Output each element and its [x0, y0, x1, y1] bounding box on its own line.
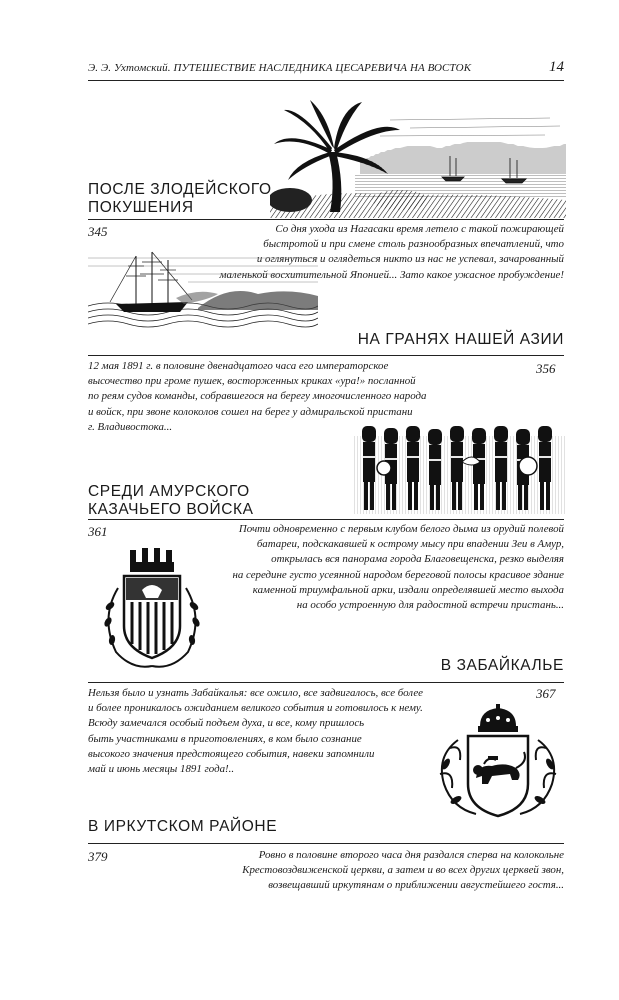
- heading-line: В ИРКУТСКОМ РАЙОНЕ: [88, 818, 278, 835]
- running-head: [88, 60, 564, 81]
- excerpt-line: высочество при громе пушек, восторженных криках «ура!» посланной: [88, 375, 416, 388]
- section-excerpt: [180, 522, 564, 613]
- excerpt-line: Со дня ухода из Нагасаки время летело с такой пожирающей: [275, 223, 564, 235]
- section-divider: [88, 682, 564, 683]
- excerpt-line: на особо устроенную для радостной встречи пристань...: [296, 599, 564, 612]
- excerpt-line: Всюду замечался особый подъем духа, и все, кому пришлось: [88, 717, 365, 730]
- excerpt-line: маленькой восхитительной Японией... Зато какое ужасное пробуждение!: [219, 268, 564, 281]
- page-reference: 367: [536, 686, 556, 701]
- amur-coat-of-arms: [96, 548, 208, 674]
- section-divider: [88, 219, 564, 220]
- heading-line: ПОКУШЕНИЯ: [88, 199, 194, 216]
- heading-line: ПОСЛЕ ЗЛОДЕЙСКОГО: [88, 181, 272, 198]
- section-divider: [88, 519, 564, 520]
- excerpt-line: по реям судов команды, собравшегося на берегу многочисленного народа: [88, 390, 427, 403]
- heading-line: НА ГРАНЯХ НАШЕЙ АЗИИ: [357, 331, 564, 348]
- excerpt-line: май и июнь месяцы 1891 года!..: [88, 763, 235, 776]
- excerpt-line: Крестовоздвиженской церкви, а затем и во всех других церквей звон,: [242, 864, 564, 877]
- palm-harbor-engraving: [270, 100, 566, 218]
- running-title: Э. Э. Ухтомский. ПУТЕШЕСТВИЕ НАСЛЕДНИКА ЦЕСАРЕВИЧА НА ВОСТОК: [88, 62, 472, 74]
- excerpt-line: высокого значения предстоящего события, навеки запомнили: [88, 747, 375, 760]
- excerpt-line: г. Владивостока...: [88, 420, 173, 433]
- excerpt-line: Нельзя было и узнать Забайкалья: все ожило, все задвигалось, все более: [88, 687, 423, 699]
- cossack-band-engraving: [354, 422, 566, 514]
- page-reference: 345: [88, 224, 108, 239]
- excerpt-line: 12 мая 1891 г. в половине двенадцатого часа его императорское: [88, 360, 389, 372]
- page-reference: 361: [88, 524, 108, 539]
- ship-at-sea-engraving: [88, 248, 318, 328]
- excerpt-line: и войск, при звоне колоколов сошел на берег у адмиральской пристани: [88, 405, 413, 418]
- heading-line: КАЗАЧЬЕГО ВОЙСКА: [88, 501, 254, 518]
- section-heading: [300, 657, 564, 675]
- excerpt-line: на середине густо усеянной народом береговой полосы красивое здание: [232, 568, 564, 581]
- excerpt-line: и более проникалось ожиданием великого события и готовилось к нему.: [88, 702, 423, 715]
- excerpt-line: Почти одновременно с первым клубом белого дыма из орудий полевой: [238, 523, 564, 535]
- page-number: 14: [549, 59, 564, 75]
- excerpt-line: каменной триумфальной арки, издали определявшей место выхода: [252, 583, 564, 596]
- section-heading: [300, 331, 564, 349]
- excerpt-line: быть участниками в приготовлениях, в ком было сознание: [88, 732, 362, 745]
- excerpt-line: батареи, подскакавшей к острому мысу при впадении Зеи в Амур,: [256, 538, 564, 551]
- section-heading: [88, 818, 277, 836]
- excerpt-line: Ровно в половине второго часа дня раздался сперва на колокольне: [258, 849, 564, 861]
- section-divider: [88, 355, 564, 356]
- excerpt-line: и оглянуться и оглядеться никто из нас не успевал, зачарованный: [256, 253, 564, 266]
- excerpt-line: возвещавший иркутянам о приближении августейшего гостя...: [268, 879, 564, 892]
- section-divider: [88, 843, 564, 844]
- section-heading: [88, 181, 272, 217]
- page-reference: 356: [536, 361, 556, 376]
- irkutsk-coat-of-arms: [432, 704, 564, 824]
- section-heading: [88, 483, 254, 519]
- excerpt-line: быстротой и при смене столь разнообразных впечатлений, что: [263, 238, 564, 251]
- heading-line: СРЕДИ АМУРСКОГО: [88, 483, 250, 500]
- section-excerpt: [88, 686, 488, 777]
- excerpt-line: открылась вся панорама города Благовещенска, резко выделяя: [271, 553, 564, 566]
- section-excerpt: [200, 848, 564, 894]
- heading-line: В ЗАБАЙКАЛЬЕ: [440, 657, 564, 674]
- page-reference: 379: [88, 849, 108, 864]
